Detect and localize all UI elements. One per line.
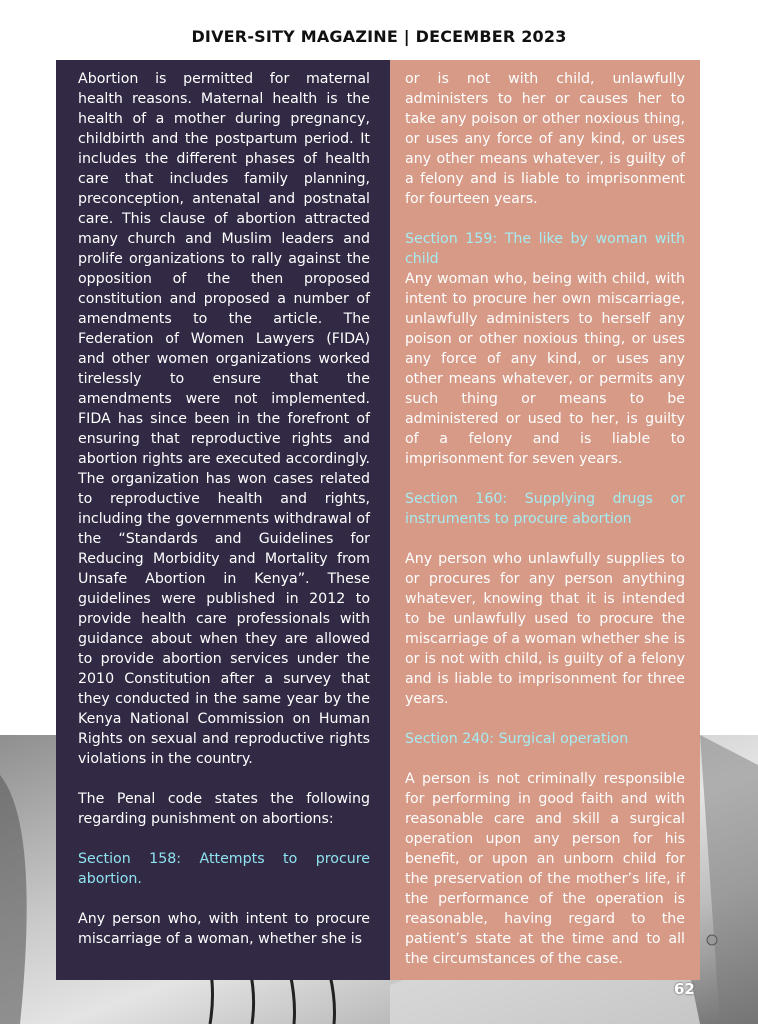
section-160-heading: Section 160: Supplying drugs or instruments to procure abortion: [405, 491, 685, 527]
section-158-text-start: Any person who, with intent to procure miscarriage of a woman, whether she is: [78, 911, 370, 947]
section-158-text-end: or is not with child, unlawfully administers to her or causes her to take any poison or other noxious thing, or uses any force of any kind, or uses any other means whatever, is guilty of a felony and is liable to imprisonment for fourteen years.: [405, 71, 685, 207]
magazine-header: DIVER-SITY MAGAZINE | DECEMBER 2023: [191, 27, 567, 46]
section-160-text: Any person who unlawfully supplies to or procures for any person anything whatever, knowing that it is intended to be unlawfully used to procure the miscarriage of a woman whether she is or is not with child, is guilty of a felony and is liable to imprisonment for three years.: [405, 551, 685, 707]
left-column: [56, 60, 390, 980]
penal-code-intro: The Penal code states the following regarding punishment on abortions:: [78, 791, 370, 827]
intro-paragraph: Abortion is permitted for maternal health reasons. Maternal health is the health of a mother during pregnancy, childbirth and the postpartum period. It includes the different phases of health care that includes family planning, preconception, antenatal and postnatal care. This clause of abortion attracted many church and Muslim leaders and prolife organizations to rally against the opposition of the then proposed constitution and proposed a number of amendments to the article. The Federation of Women Lawyers (FIDA) and other women organizations worked tirelessly to ensure that the amendments were not implemented. FIDA has since been in the forefront of ensuring that reproductive rights and abortion rights are executed accordingly. The organization has won cases related to reproductive health and rights, including the governments withdrawal of the “Standards and Guidelines for Reducing Morbidity and Mortality from Unsafe Abortion in Kenya”. These guidelines were published in 2012 to provide health care professionals with guidance about when they are allowed to provide abortion services under the 2010 Constitution after a survey that they conducted in the same year by the Kenya National Commission on Human Rights on sexual and reproductive rights violations in the country.: [78, 71, 370, 767]
section-240-text: A person is not criminally responsible for performing in good faith and with reasonable care and skill a surgical operation upon any person for his benefit, or upon an unborn child for the preservation of the mother’s life, if the performance of the operation is reasonable, having regard to the patient’s state at the time and to all the circumstances of the case.: [405, 771, 685, 967]
page-number: 62: [674, 980, 695, 998]
section-158-heading: Section 158: Attempts to procure abortion.: [78, 851, 370, 887]
right-column: [390, 60, 700, 980]
section-159-text: Any woman who, being with child, with intent to procure her own miscarriage, unlawfully administers to herself any poison or other noxious thing, or uses any force of any kind, or uses any other means whatever, or permits any such thing or means to be administered or used to her, is guilty of a felony and is liable to imprisonment for seven years.: [405, 271, 685, 467]
section-240-heading: Section 240: Surgical operation: [405, 731, 629, 747]
section-159-heading: Section 159: The like by woman with child: [405, 231, 685, 267]
